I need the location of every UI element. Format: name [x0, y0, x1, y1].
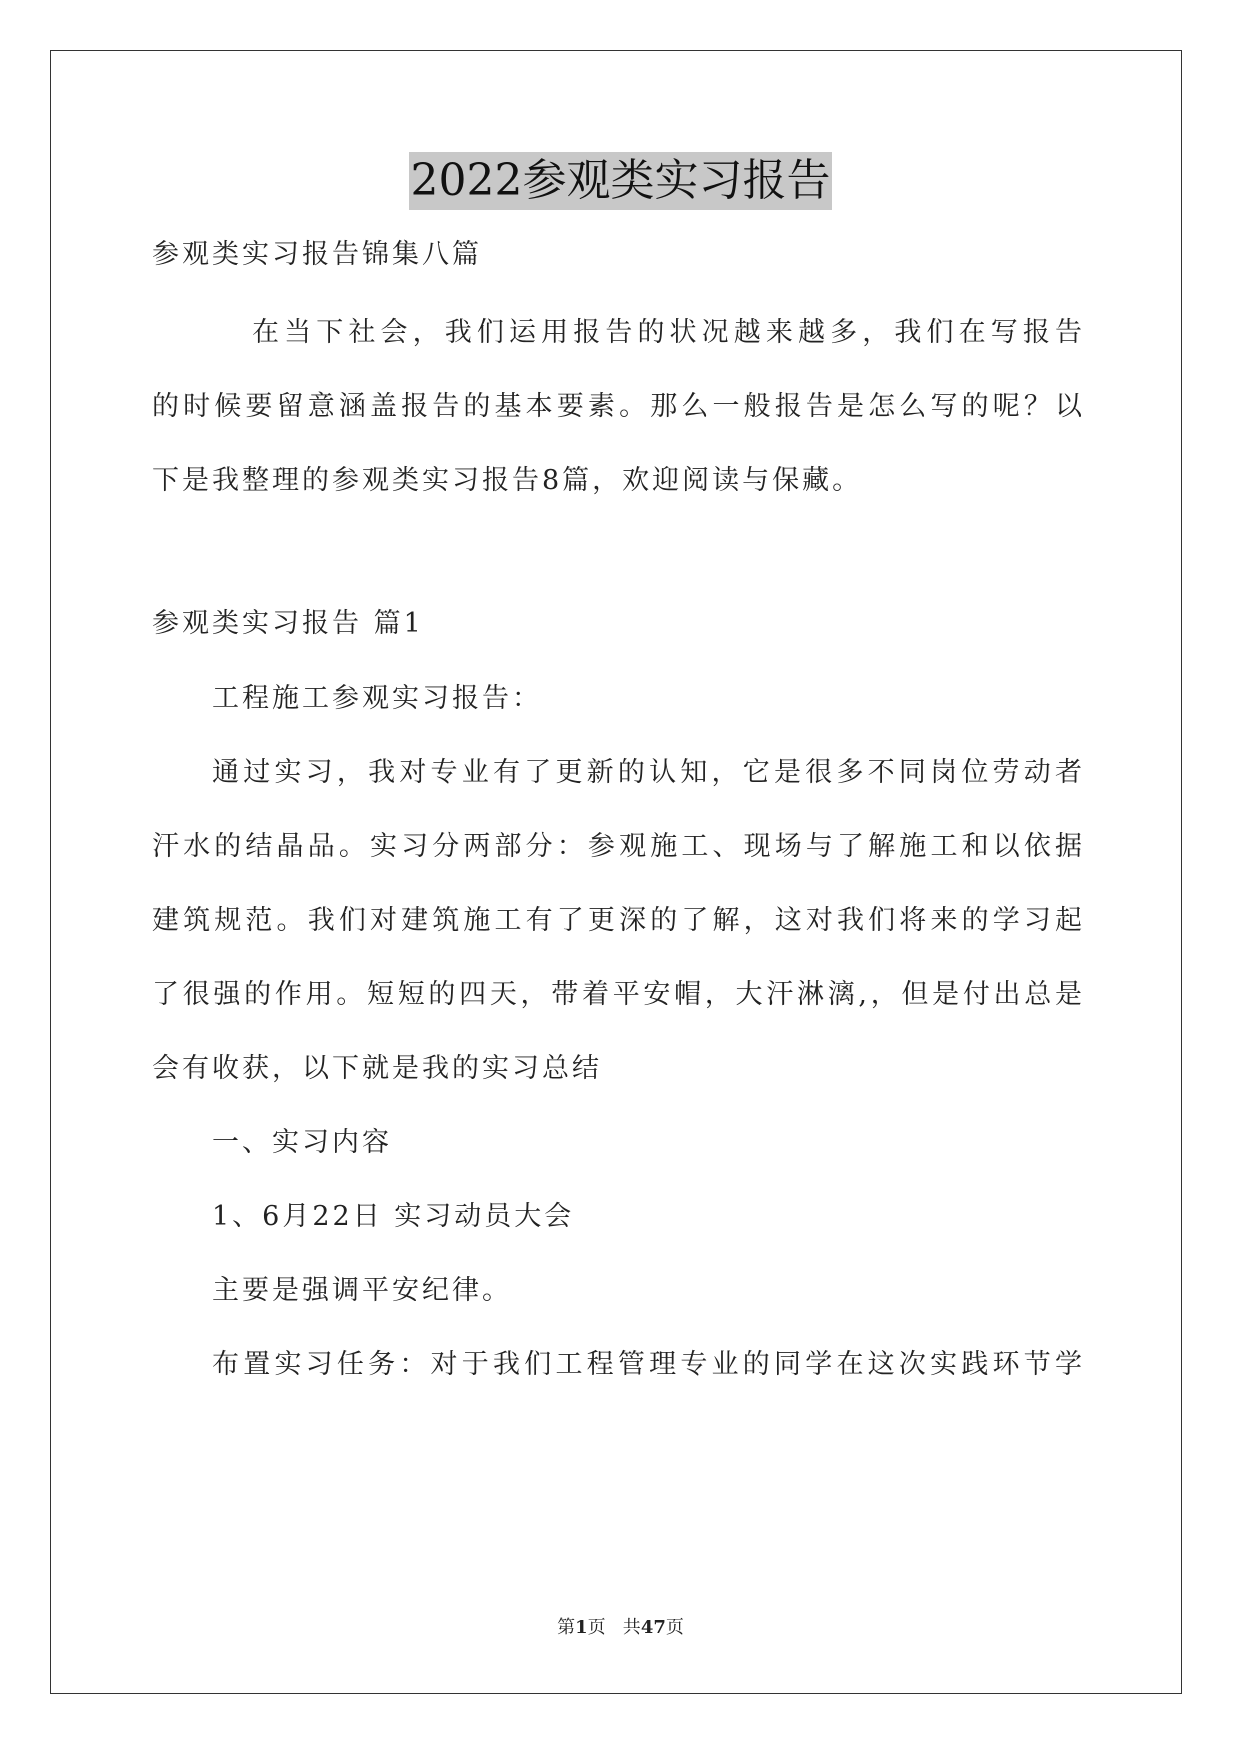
body-line-3: 建筑规范。我们对建筑施工有了更深的了解，这对我们将来的学习起 [152, 905, 1082, 936]
subheading-content: 一、实习内容 [212, 1127, 392, 1158]
intro-line-2: 的时候要留意涵盖报告的基本要素。那么一般报告是怎么写的呢？以 [152, 391, 1082, 422]
subtitle-line: 参观类实习报告锦集八篇 [152, 239, 482, 270]
body-line-1: 通过实习，我对专业有了更新的认知，它是很多不同岗位劳动者 [212, 757, 1082, 788]
intro-line-1: 在当下社会，我们运用报告的状况越来越多，我们在写报告 [252, 317, 1082, 348]
body-line-6: 主要是强调平安纪律。 [212, 1275, 512, 1306]
body-line-4: 了很强的作用。短短的四天，带着平安帽，大汗淋漓,，但是付出总是 [152, 979, 1082, 1010]
section-heading: 参观类实习报告 篇1 [152, 608, 424, 639]
footer-page-number: 1 [575, 1617, 588, 1638]
page-border [50, 50, 1182, 1694]
document-title: 2022参观类实习报告 [409, 152, 833, 210]
footer-total-pages: 47 [640, 1617, 666, 1638]
intro-line-3: 下是我整理的参观类实习报告8篇，欢迎阅读与保藏。 [152, 465, 863, 496]
body-line-2: 汗水的结晶品。实习分两部分：参观施工、现场与了解施工和以依据 [152, 831, 1082, 862]
list-item-1: 1、6月22日 实习动员大会 [212, 1201, 575, 1232]
report-heading: 工程施工参观实习报告： [212, 683, 542, 714]
footer-suffix: 页 [665, 1617, 684, 1638]
page-footer [0, 1615, 1241, 1641]
body-line-7: 布置实习任务：对于我们工程管理专业的同学在这次实践环节学 [212, 1349, 1082, 1380]
footer-mid: 页 共 [587, 1617, 641, 1638]
body-line-5: 会有收获，以下就是我的实习总结 [152, 1053, 602, 1084]
footer-prefix: 第 [557, 1617, 576, 1638]
title-container [0, 152, 1241, 210]
